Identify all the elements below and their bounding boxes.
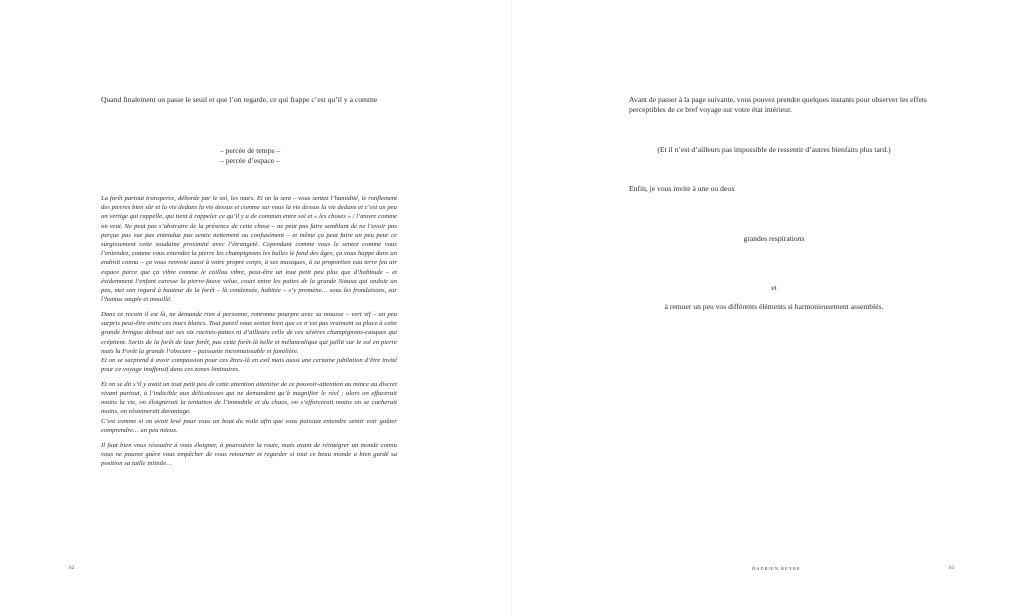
verse-line-time: – percée de temps – bbox=[219, 146, 281, 155]
invite-line: Enfin, je vous invite à une ou deux bbox=[629, 184, 735, 193]
running-head-author: HADRIEN REYRE bbox=[752, 566, 801, 571]
italic-body bbox=[101, 194, 397, 474]
italic-paragraph: C’est comme si on avait levé pour vous un bout du voile afin que vous puissiez entendre sentir voir goûter comprendre… un peu mieux. bbox=[101, 417, 397, 434]
et-line: et bbox=[771, 283, 777, 292]
right-intro-text: Avant de passer à la page suivante, vous pouvez prendre quelques instants pour observer les effets perceptibles de ce bref voyage sur votre état intérieur. bbox=[629, 95, 927, 115]
italic-paragraph: La forêt partout transperce, déborde par le sol, les murs. Et on la sent – vous sentez l’humidité, le ronflement des pierres bien sûr et la vie dedans la vie dessus et comme sur vous la vie dessus la vie dedans et c’est un peu un vertige qui rappelle, qui tient à rappeler ce qu’il y a de commun entre soi et « les choses » / l’œuvre comme on veut. Ne peut pas s’abstraire de la présence de cette chose – ne peut pas faire semblant de ne l’avoir pas perçue pas vue pas entendue pas sentie nettement ou confusément – et même ça peut faire un peu peur ce surgissement cette soudaine proximité avec l’étrangeté. Cependant comme vous le sentez comme vous l’entendez, comme vous entendez la pierre les champignons les bulles le fond des âges, ça vous happe dans un endroit connu – ça vous renvoie aussi à votre propre corps, à ses musiques, à sa proportion eau terre feu air espace parce que ça vibre comme le caillou vibre, peut-être un tout petit peu plus que d’habitude – et évidemment l’enfant caresse la pierre-fauve velue, court entre les pattes de la grande Siouxa qui ondoie un peu, met son regard à hauteur de la forêt – là condensée, habitée – s’y promène… sous les frondaisons, sur l’humus souple et mouillé. bbox=[101, 195, 397, 304]
page-number-right: 63 bbox=[949, 566, 955, 571]
italic-paragraph: Et on se dit s’il y avait un tout petit peu de cette attention attentive de ce pouvoir-attention au mince au discret vivant partout, à l’indicible aux délicatesses qui ne demandent qu’à magnifier le réel ; alors on effacerait moins la vie, on éloignerait la tentation de l’immobile et du chaos, on s’efforcerait moins on se cacherait moins, on résonnerait davantage. bbox=[101, 380, 397, 416]
verse-line-space: – percée d’espace – bbox=[220, 156, 280, 166]
italic-paragraph: Dans ce recoin il est là, ne demande rien à personne, ronronne pourpre avec sa mousse – vert vif – un peu surpris peut-être entre ces murs blancs. Tout pareil vous sentez bien que ce n’est pas vraiment sa place à cette grande bringue debout sur ses six racines-pattes ni d’ailleurs celle de ces sévères champignons-casques qui crépitent. Sortis de la forêt de leur forêt, pas cette forêt-là belle et mélancolique qui jaillit sur le sol en pierre mais la Forêt la grande l’obscure – puissante inconnaissable et familière. bbox=[101, 310, 397, 355]
italic-paragraph: Et on se surprend à avoir compassion pour ces êtres-là en exil mais aussi une certaine jubilation d’être invité pour ce voyage inoffensif dans ces zones liminaires. bbox=[101, 356, 397, 374]
closing-line: à remuer un peu vos différents éléments si harmonieusement assemblés. bbox=[664, 302, 884, 311]
italic-paragraph: Il faut bien vous résoudre à vous éloigner, à poursuivre la route, mais avant de réintégrer un monde connu vous ne pouvez guère vous empêcher de vous retourner et regarder si tout ce beau monde a bien gardé sa position sa taille initiale… bbox=[101, 441, 397, 467]
parenthetical-note: (Et il n’est d’ailleurs pas impossible de ressentir d’autres bienfaits plus tard.) bbox=[657, 145, 891, 154]
centered-verse bbox=[101, 146, 399, 167]
respirations-line: grandes respirations bbox=[743, 234, 805, 243]
page-number-left: 62 bbox=[69, 566, 75, 571]
left-intro-text: Quand finalement on passe le seuil et que l’on regarde, ce qui frappe c’est qu’il y a comme bbox=[101, 95, 378, 104]
